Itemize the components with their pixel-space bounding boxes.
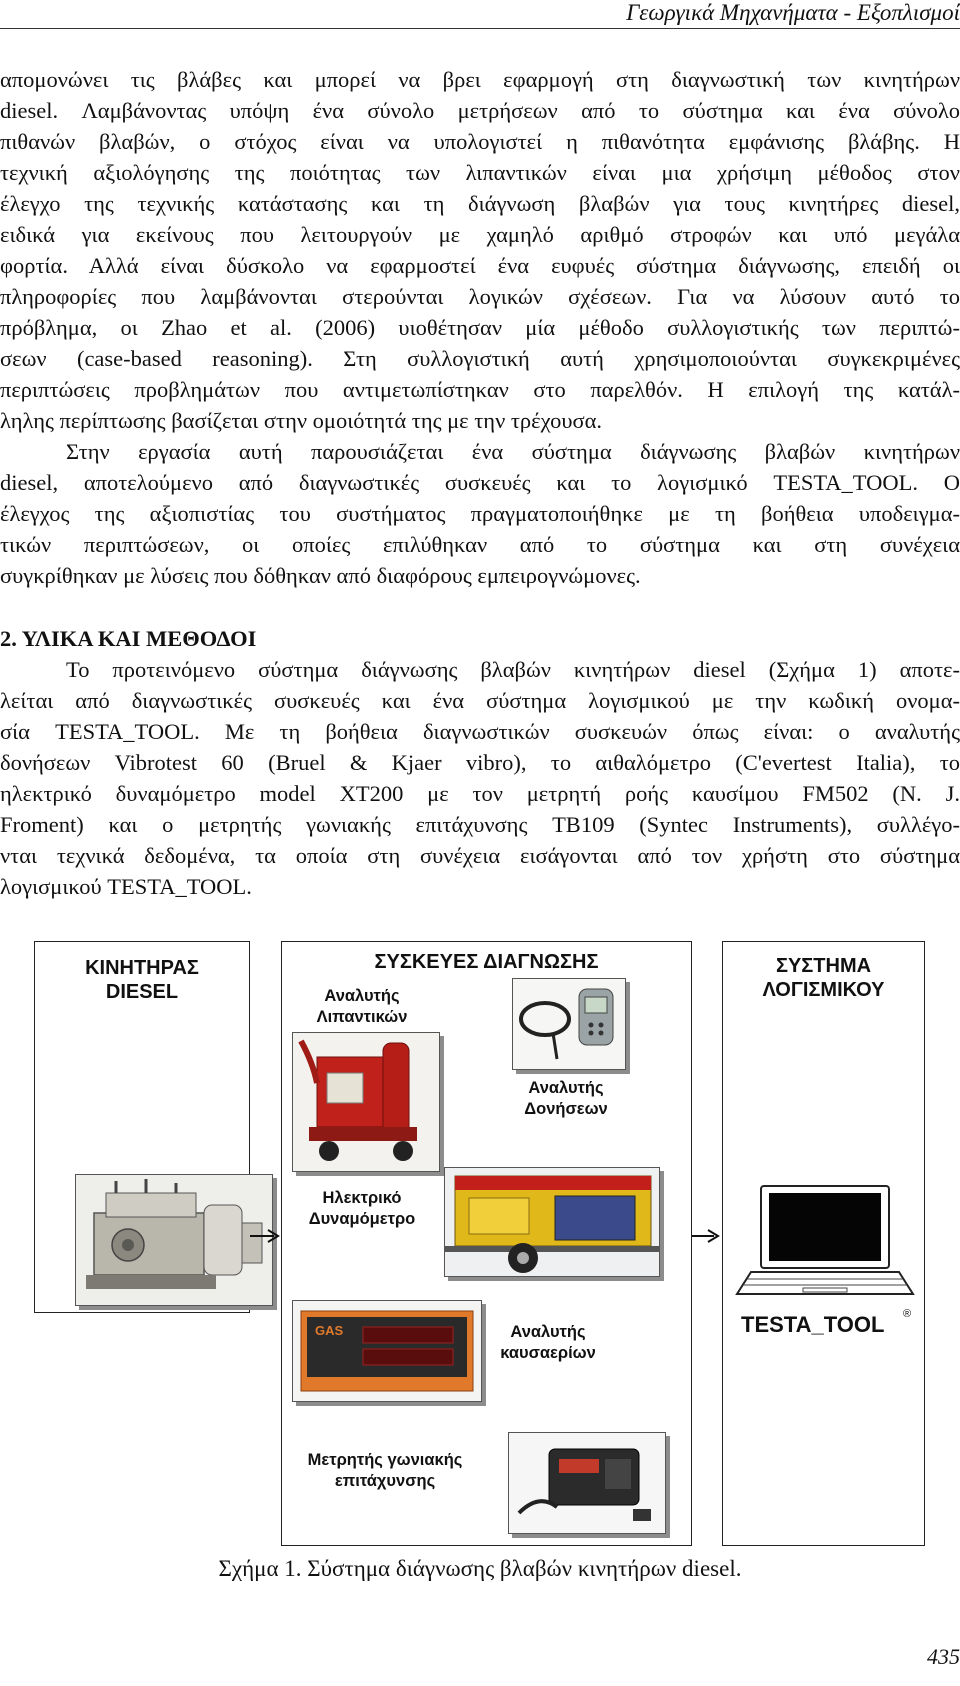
text-line: τεχνική αξιολόγησης της ποιότητας των λιπαντικών είναι μια χρήσιμη μέθοδος στον	[0, 160, 960, 185]
dynamometer-label	[302, 1188, 422, 1230]
dynamometer-label-line2: Δυναμόμετρο	[308, 1210, 416, 1228]
gas-analyser-label	[488, 1322, 608, 1364]
lubricant-label-line2: Λιπαντικών	[316, 1008, 408, 1026]
text-line: νται τεχνικά δεδομένα, τα οποία στη συνέχεια εισάγονται από τον χρήστη στο σύστημα	[0, 843, 960, 868]
registered-mark: ®	[903, 1308, 912, 1320]
gas-label-line1: Αναλυτής	[510, 1323, 586, 1341]
text-line: περιπτώσεις προβλημάτων που αντιμετωπίστηκαν στο παρελθόν. Η επιλογή της κατάλ-	[0, 377, 960, 402]
angular-label-line2: επιτάχυνσης	[334, 1472, 436, 1490]
text-line: diesel. Λαμβάνοντας υπόψη ένα σύνολο μετρήσεων από το σύστημα και ένα σύνολο	[0, 98, 960, 123]
text-line: ηλεκτρικό δυναμόμετρο model XT200 με τον μετρητή ροής καυσίμου FM502 (N. J.	[0, 781, 960, 806]
software-name: TESTA_TOOL	[741, 1312, 885, 1337]
devices-box-title: ΣΥΣΚΕΥΕΣ ΔΙΑΓΝΩΣΗΣ	[374, 951, 599, 973]
software-box	[722, 941, 925, 1546]
text-line: έλεγχο της τεχνικής κατάστασης και τη διάγνωση βλαβών για τους κινητήρες diesel,	[0, 191, 960, 216]
lubricant-analyser-photo	[292, 1032, 440, 1172]
diesel-engine-photo	[75, 1174, 273, 1306]
angular-accel-meter-label	[290, 1450, 480, 1492]
text-line: πιθανών βλαβών, ο στόχος είναι να υπολογιστεί η πιθανότητα εμφάνισης βλάβης. Η	[0, 129, 960, 154]
arrow-engine-to-devices-icon	[250, 1228, 282, 1244]
running-title: Γεωργικά Μηχανήματα - Εξοπλισμοί	[626, 0, 960, 25]
text-line: πρόβλημα, οι Zhao et al. (2006) υιοθέτησαν μία μέθοδο συλλογιστικής των περιπτώ-	[0, 315, 960, 340]
laptop-icon	[733, 1182, 917, 1300]
text-line: συγκρίθηκαν με λύσεις που δόθηκαν από διαφόρους εμπειρογνώμονες.	[0, 563, 641, 588]
lubricant-analyser-label	[302, 986, 422, 1028]
vibration-analyser-photo	[512, 978, 626, 1070]
text-line: λείται από διαγνωστικές συσκευές και ένα σύστημα λογισμικού με την κωδική ονομα-	[0, 688, 960, 713]
vibration-label-line1: Αναλυτής	[528, 1079, 604, 1097]
software-box-title-line2: ΛΟΓΙΣΜΙΚΟΥ	[762, 979, 885, 1001]
running-header	[0, 0, 960, 29]
gas-label-line2: καυσαερίων	[500, 1344, 596, 1362]
figure-caption: Σχήμα 1. Σύστημα διάγνωσης βλαβών κινητήρων diesel.	[218, 1556, 742, 1581]
page-number: 435	[927, 1644, 960, 1669]
arrow-devices-to-software-icon	[690, 1228, 722, 1244]
engine-box-title-line2: DIESEL	[105, 981, 179, 1003]
angular-accel-meter-photo	[508, 1432, 666, 1534]
engine-box	[34, 941, 250, 1313]
text-line: φορτία. Αλλά είναι δύσκολο να εφαρμοστεί ένα ευφυές σύστημα διάγνωσης, επειδή οι	[0, 253, 960, 278]
dynamometer-label-line1: Ηλεκτρικό	[322, 1189, 402, 1207]
lubricant-label-line1: Αναλυτής	[324, 987, 400, 1005]
angular-label-line1: Μετρητής γωνιακής	[307, 1451, 463, 1469]
text-line: απομονώνει τις βλάβες και μπορεί να βρει εφαρμογή στη διαγνωστική των κινητήρων	[0, 67, 960, 92]
text-line: σία TESTA_TOOL. Με τη βοήθεια διαγνωστικών συσκευών όπως είναι: ο αναλυτής	[0, 719, 960, 744]
text-line: Το προτεινόμενο σύστημα διάγνωσης βλαβών κινητήρων diesel (Σχήμα 1) αποτε-	[66, 657, 960, 682]
text-line: Froment) και ο μετρητής γωνιακής επιτάχυνσης TB109 (Syntec Instruments), συλλέγο-	[0, 812, 960, 837]
dynamometer-trailer-photo	[444, 1167, 660, 1277]
devices-box	[281, 941, 692, 1546]
software-box-title-line1: ΣΥΣΤΗΜΑ	[775, 955, 872, 977]
gas-analyser-photo	[292, 1300, 482, 1402]
text-line: ειδικά για εκείνους που λειτουργούν με χαμηλό αριθμό στροφών και υπό μεγάλα	[0, 222, 960, 247]
text-line: ληλης περίπτωσης βασίζεται στην ομοιότητά της με την τρέχουσα.	[0, 408, 603, 433]
text-line: diesel, αποτελούμενο από διαγνωστικές συσκευές και το λογισμικό TESTA_TOOL. Ο	[0, 470, 960, 495]
text-line: έλεγχος της αξιοπιστίας του συστήματος πραγματοποιήθηκε με τη βοήθεια υποδειγμα-	[0, 501, 960, 526]
engine-box-title-line1: ΚΙΝΗΤΗΡΑΣ	[85, 957, 199, 979]
text-line: πληροφορίες που λαμβάνονται στερούνται λογικών σχέσεων. Για να λύσουν αυτό το	[0, 284, 960, 309]
text-line: σεων (case-based reasoning). Στη συλλογιστική αυτή χρησιμοποιούνται συγκεκριμένες	[0, 346, 960, 371]
section-heading: 2. ΥΛΙΚΑ ΚΑΙ ΜΕΘΟΔΟΙ	[0, 626, 257, 651]
text-line: δονήσεων Vibrotest 60 (Bruel & Kjaer vibro), το αιθαλόμετρο (C'evertest Italia), το	[0, 750, 960, 775]
text-line: τικών περιπτώσεων, οι οποίες επιλύθηκαν από το σύστημα και στη συνέχεια	[0, 532, 960, 557]
vibration-label-line2: Δονήσεων	[524, 1100, 608, 1118]
vibration-analyser-label	[506, 1078, 626, 1120]
text-line: Στην εργασία αυτή παρουσιάζεται ένα σύστημα διάγνωσης βλαβών κινητήρων	[66, 439, 960, 464]
text-line: λογισμικού TESTA_TOOL.	[0, 874, 252, 899]
gas-device-logo: GAS	[315, 1323, 344, 1338]
